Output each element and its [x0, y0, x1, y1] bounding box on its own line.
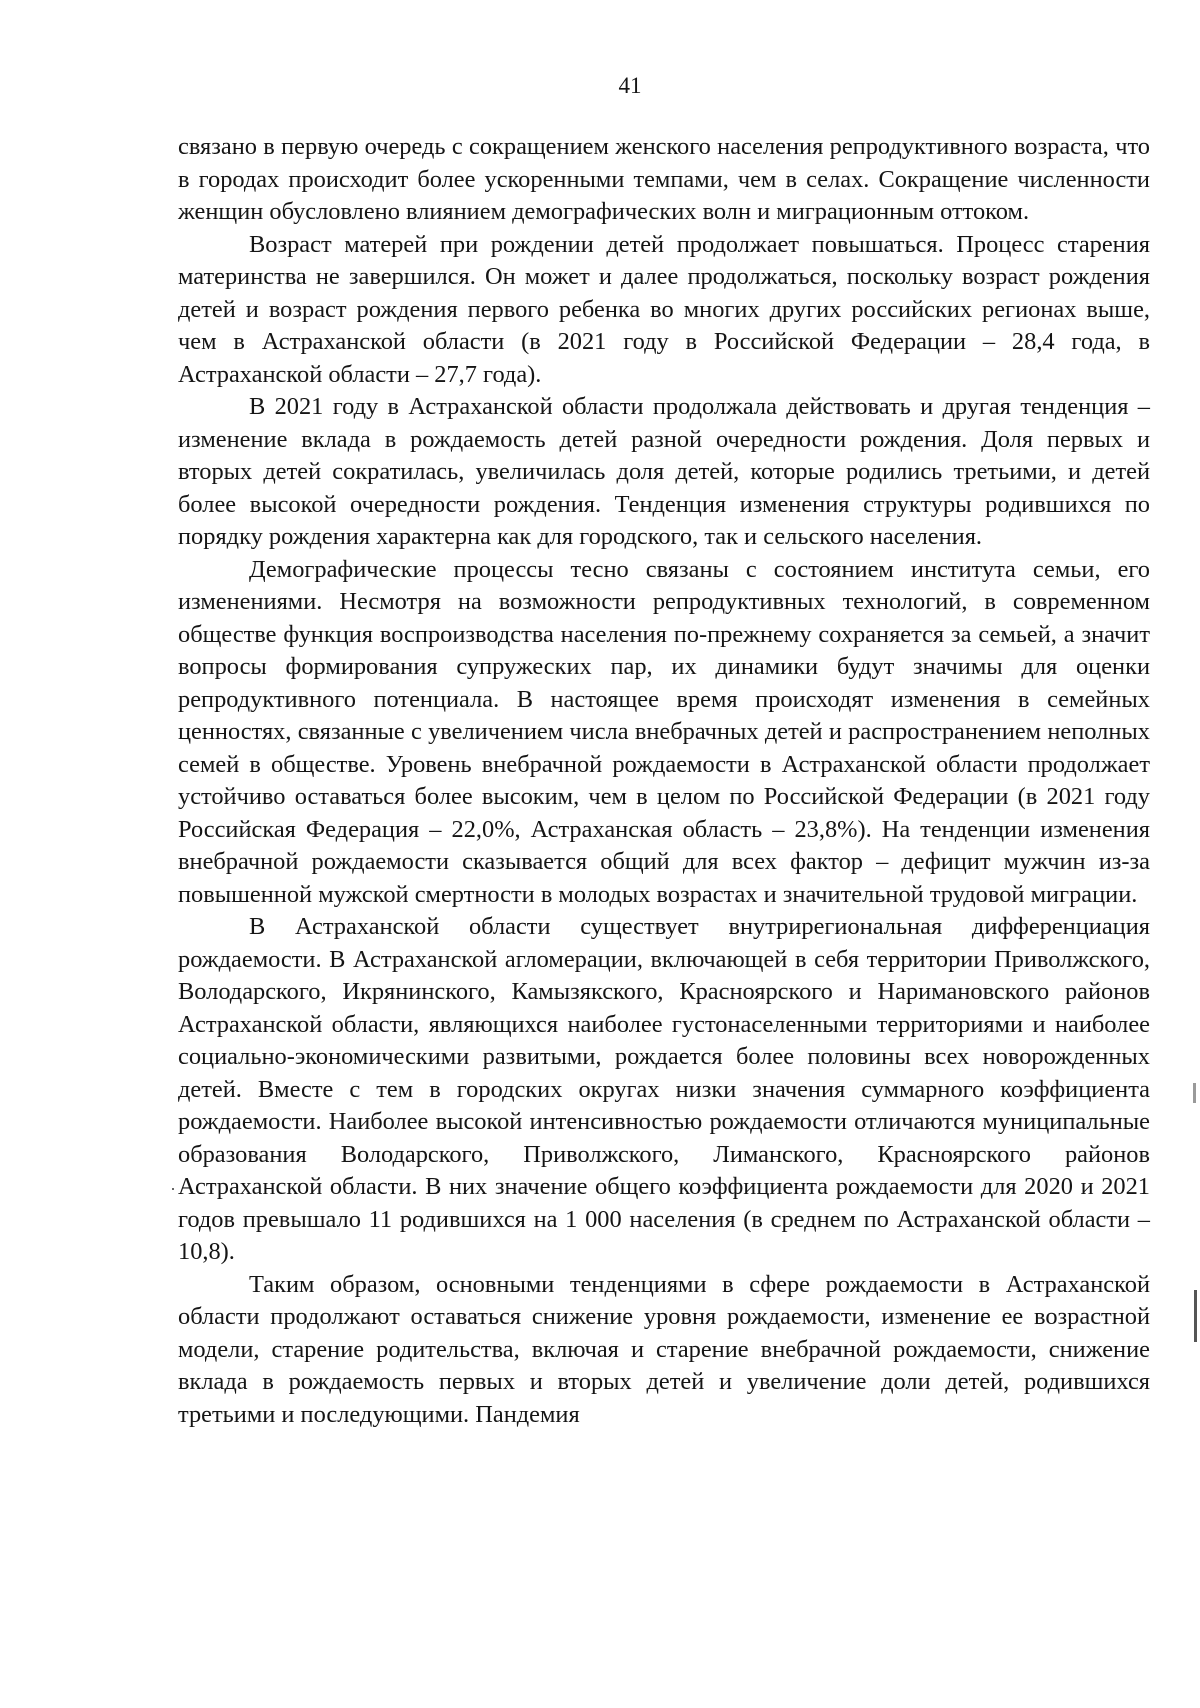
scan-artifact-mark — [172, 1188, 174, 1190]
paragraph-birth-order: В 2021 году в Астраханской области продолжала действовать и другая тенденция – изменение вклада в рождаемость детей разной очередности рождения. Доля первых и вторых детей сократилась, увеличилась доля детей, которые родились третьими, и детей более высокой очередности рождения. Тенденция изменения структуры родившихся по порядку рождения характерна как для городского, так и сельского населения. — [178, 393, 1150, 550]
paragraph-family-institute: Демографические процессы тесно связаны с состоянием института семьи, его изменениями. Несмотря на возможности репродуктивных технологий, в современном обществе функция воспроизводства населения по-прежнему сохраняется за семьей, а значит вопросы формирования супружеских пар, их динамики будут значимы для оценки репродуктивного потенциала. В настоящее время происходят изменения в семейных ценностях, связанные с увеличением числа внебрачных детей и распространением неполных семей в обществе. Уровень внебрачной рождаемости в Астраханской области продолжает устойчиво оставаться более высоким, чем в целом по Российской Федерации (в 2021 году Российская Федерация – 22,0%, Астраханская область – 23,8%). На тенденции изменения внебрачной рождаемости сказывается общий для всех фактор – дефицит мужчин из-за повышенной мужской смертности в молодых возрастах и значительной трудовой миграции. — [178, 555, 1150, 908]
paragraph-mother-age: Возраст матерей при рождении детей продолжает повышаться. Процесс старения материнства не завершился. Он может и далее продолжаться, поскольку возраст рождения детей и возраст рождения первого ребенка во многих других российских регионах выше, чем в Астраханской области (в 2021 году в Российской Федерации – 28,4 года, в Астраханской области – 27,7 года). — [178, 230, 1150, 388]
paragraph-continuation: связано в первую очередь с сокращением женского населения репродуктивного возраста, что в городах происходит более ускоренными темпами, чем в селах. Сокращение численности женщин обусловлено влиянием демографических волн и миграционным оттоком. — [178, 133, 1150, 225]
page-number: 41 — [618, 73, 642, 98]
paragraph-regional-differentiation: В Астраханской области существует внутрирегиональная дифференциация рождаемости. В Астраханской агломерации, включающей в себя территории Приволжского, Володарского, Икрянинского, Камызякского, Красноярского и Наримановского районов Астраханской области, являющихся наиболее густонаселенными территориями и наиболее социально-экономическими развитыми, рождается более половины всех новорожденных детей. Вместе с тем в городских округах низки значения суммарного коэффициента рождаемости. Наиболее высокой интенсивностью рождаемости отличаются муниципальные образования Володарского, Приволжского, Лиманского, Красноярского районов Астраханской области. В них значение общего коэффициента рождаемости для 2020 и 2021 годов превышало 11 родившихся на 1 000 населения (в среднем по Астраханской области – 10,8). — [178, 913, 1150, 1265]
text-body — [178, 131, 1150, 1431]
scan-artifact-mark — [1194, 1290, 1197, 1342]
paragraph-conclusion: Таким образом, основными тенденциями в сфере рождаемости в Астраханской области продолжают оставаться снижение уровня рождаемости, изменение ее возрастной модели, старение родительства, включая и старение внебрачной рождаемости, снижение вклада в рождаемость первых и вторых детей и увеличение доли детей, родившихся третьими и последующими. Пандемия — [178, 1270, 1150, 1428]
scan-artifact-mark — [1193, 1083, 1196, 1103]
